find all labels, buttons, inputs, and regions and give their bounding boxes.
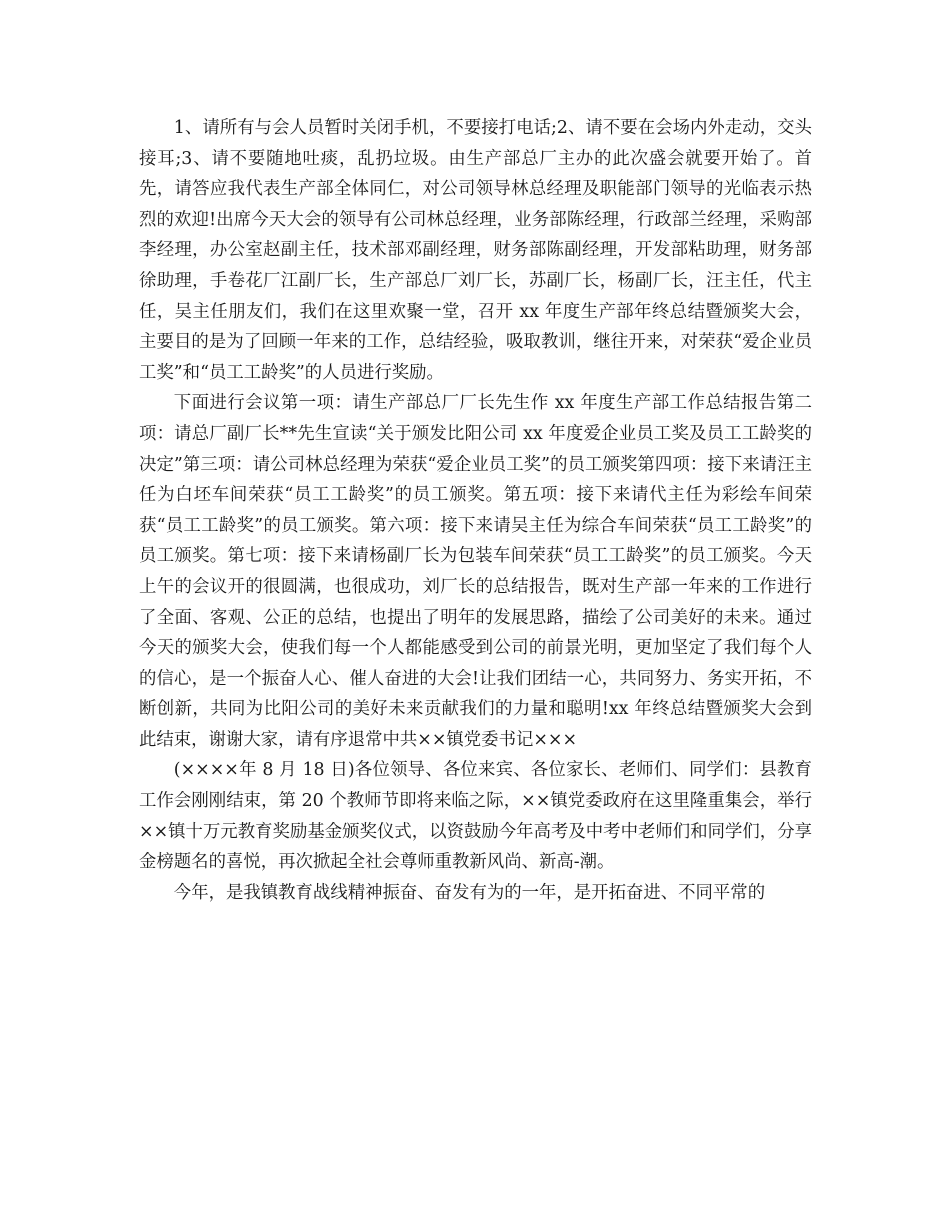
paragraph-meeting-rules: 1、请所有与会人员暂时关闭手机，不要接打电话;2、请不要在会场内外走动，交头接耳;3、请不要随地吐痰，乱扔垃圾。由生产部总厂主办的此次盛会就要开始了。首先，请答应我代表生产部全体同仁，对公司领导林总经理及职能部门领导的光临表示热烈的欢迎!出席今天大会的领导有公司林总经理，业务部陈经理，行政部兰经理，采购部李经理，办公室赵副主任，技术部邓副经理，财务部陈副经理，开发部粘助理，财务部徐助理，手卷花厂江副厂长，生产部总厂刘厂长，苏副厂长，杨副厂长，汪主任，代主任，吴主任朋友们，我们在这里欢聚一堂，召开 xx 年度生产部年终总结暨颁奖大会，主要目的是为了回顾一年来的工作，总结经验，吸取教训，继往开来，对荣获“爱企业员工奖”和“员工工龄奖”的人员进行奖励。 bbox=[139, 118, 812, 383]
paragraph-meeting-agenda: 下面进行会议第一项：请生产部总厂厂长先生作 xx 年度生产部工作总结报告第二项：请总厂副厂长**先生宣读“关于颁发比阳公司 xx 年度爱企业员工奖及员工工龄奖的决定”第三项：请公司林总经理为荣获“爱企业员工奖”的员工颁奖第四项：接下来请汪主任为白坯车间荣获“员工工龄奖”的员工颁奖。第五项：接下来请代主任为彩绘车间荣获“员工工龄奖”的员工颁奖。第六项：接下来请吴主任为综合车间荣获“员工工龄奖”的员工颁奖。第七项：接下来请杨副厂长为包装车间荣获“员工工龄奖”的员工颁奖。今天上午的会议开的很圆满，也很成功，刘厂长的总结报告，既对生产部一年来的工作进行了全面、客观、公正的总结，也提出了明年的发展思路，描绘了公司美好的未来。通过今天的颁奖大会，使我们每一个人都能感受到公司的前景光明，更加坚定了我们每个人的信心，是一个振奋人心、催人奋进的大会!让我们团结一心，共同努力、务实开拓，不断创新，共同为比阳公司的美好未来贡献我们的力量和聪明!xx 年终总结暨颁奖大会到此结束，谢谢大家，请有序退常中共××镇党委书记××× bbox=[139, 393, 812, 750]
document-body bbox=[139, 113, 812, 908]
paragraph-education-award: (××××年 8 月 18 日)各位领导、各位来宾、各位家长、老师们、同学们：县教育工作会刚刚结束，第 20 个教师节即将来临之际，××镇党委政府在这里隆重集会，举行××镇十万元教育奖励基金颁奖仪式，以资鼓励今年高考及中考中老师们和同学们，分享金榜题名的喜悦，再次掀起全社会尊师重教新风尚、新高-潮。 bbox=[139, 760, 812, 873]
paragraph-this-year: 今年，是我镇教育战线精神振奋、奋发有为的一年，是开拓奋进、不同平常的 bbox=[173, 882, 766, 903]
